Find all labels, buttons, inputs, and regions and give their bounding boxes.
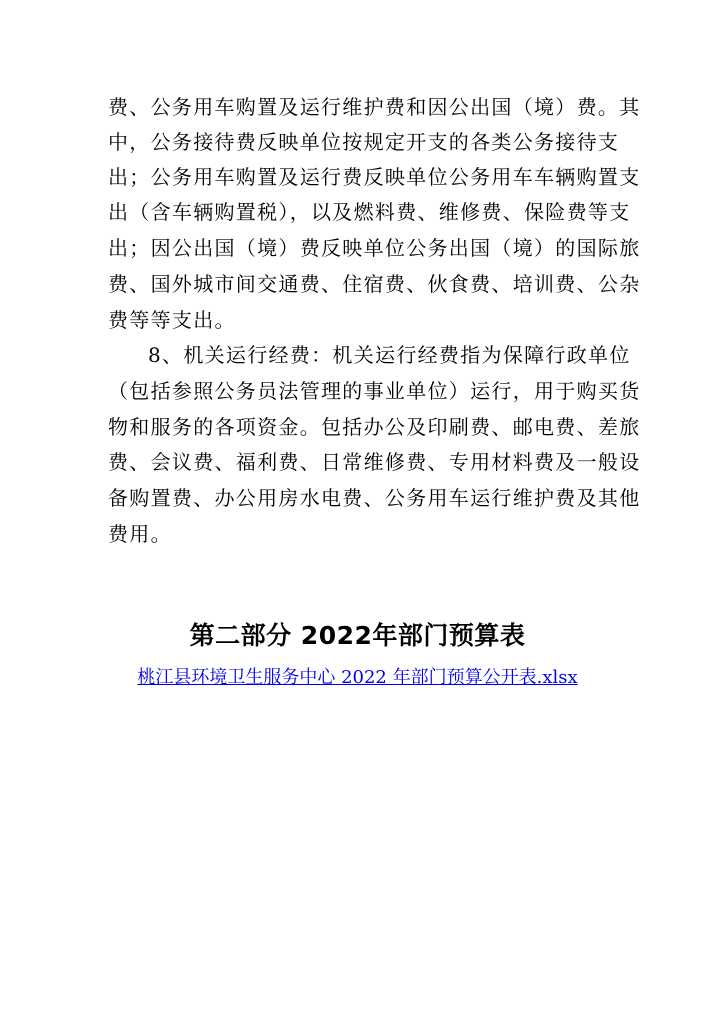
body-text-line: 中，公务接待费反映单位按规定开支的各类公务接待支 (108, 130, 620, 154)
body-text-line: （包括参照公务员法管理的事业单位）运行，用于购买货 (108, 379, 641, 403)
attachment-link[interactable]: 桃江县环境卫生服务中心 2022 年部门预算公开表.xlsx (137, 667, 578, 688)
body-text-line: 出（含车辆购置税），以及燃料费、维修费、保险费等支 (108, 200, 631, 224)
body-text-line: 费、会议费、福利费、日常维修费、专用材料费及一般设 (108, 450, 641, 474)
body-text-line: 费、公务用车购置及运行维护费和因公出国（境）费。其 (108, 95, 641, 119)
body-text-line: 出；公务用车购置及运行费反映单位公务用车车辆购置支 (108, 165, 641, 189)
attachment-link-row (0, 666, 715, 690)
body-text-line: 费、国外城市间交通费、住宿费、伙食费、培训费、公杂 (108, 272, 641, 296)
body-text-line: 备购置费、办公用房水电费、公务用车运行维护费及其他 (108, 486, 641, 510)
section-heading: 第二部分 2022年部门预算表 (189, 621, 526, 650)
body-text-line: 费等等支出。 (108, 308, 236, 332)
paragraph-first-line: 8、机关运行经费：机关运行经费指为保障行政单位 (148, 343, 631, 367)
body-text-line: 物和服务的各项资金。包括办公及印刷费、邮电费、差旅 (108, 415, 641, 439)
body-text-line: 费用。 (108, 522, 172, 546)
body-text-line: 出；因公出国（境）费反映单位公务出国（境）的国际旅 (108, 236, 641, 260)
